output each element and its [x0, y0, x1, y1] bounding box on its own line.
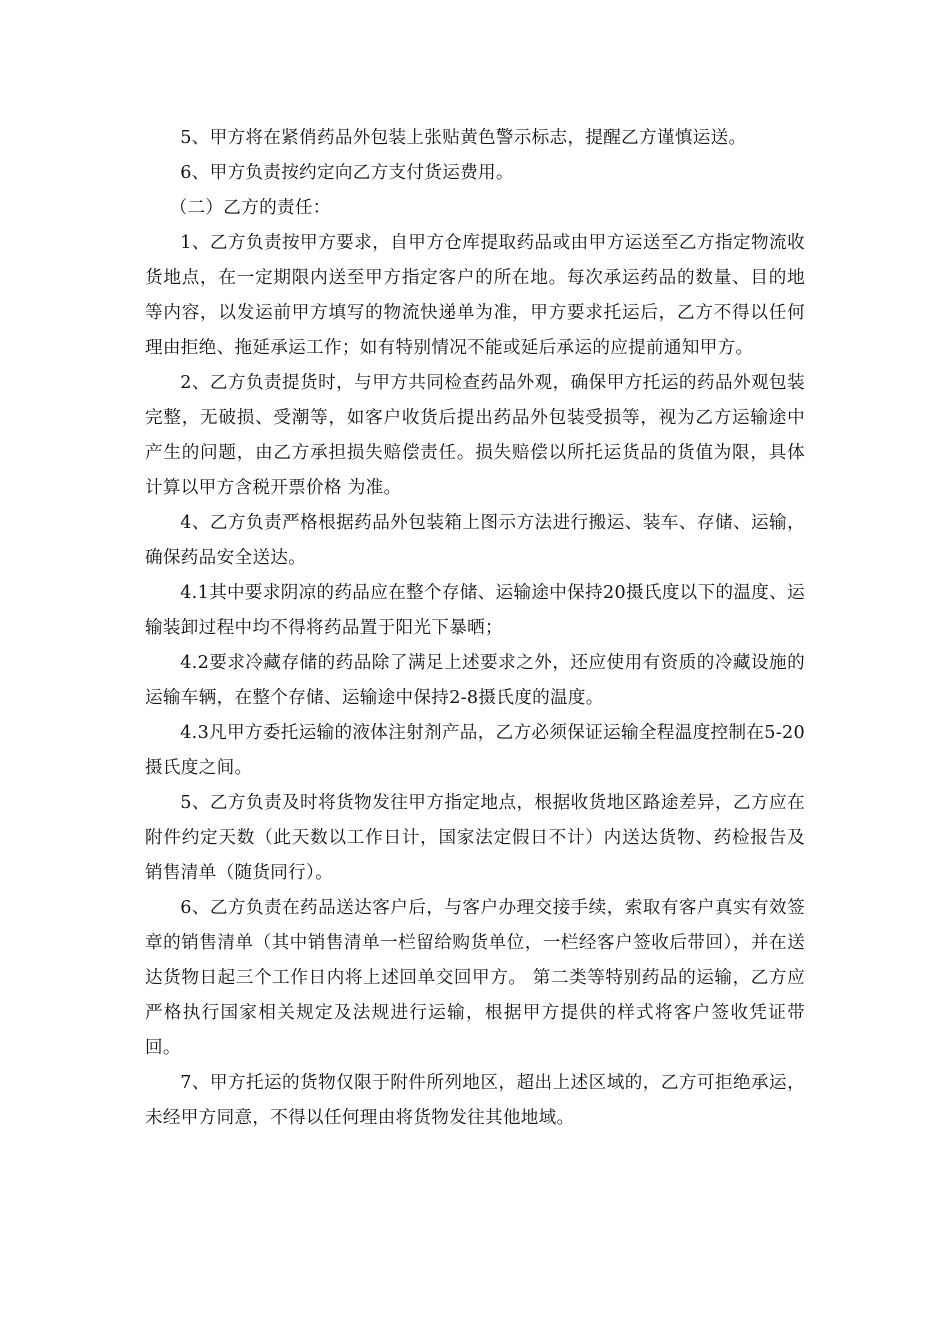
document-page [145, 121, 805, 1136]
clause-party-b-4-2: 4.2要求冷藏存储的药品除了满足上述要求之外，还应使用有资质的冷藏设施的运输车辆，在整个存储、运输途中保持2-8摄氏度的温度。 [145, 653, 805, 708]
clause-party-b-4-3: 4.3凡甲方委托运输的液体注射剂产品，乙方必须保证运输全程温度控制在5-20摄氏度之间。 [145, 723, 805, 778]
clause-party-a-6: 6、甲方负责按约定向乙方支付货运费用。 [180, 163, 514, 183]
clause-party-b-4: 4、乙方负责严格根据药品外包装箱上图示方法进行搬运、装车、存储、运输，确保药品安全送达。 [145, 513, 805, 568]
clause-party-b-7: 7、甲方托运的货物仅限于附件所列地区，超出上述区域的，乙方可拒绝承运，未经甲方同意，不得以任何理由将货物发往其他地域。 [145, 1073, 805, 1128]
clause-party-b-2: 2、乙方负责提货时，与甲方共同检查药品外观，确保甲方托运的药品外观包装完整，无破损、受潮等，如客户收货后提出药品外包装受损等，视为乙方运输途中产生的问题，由乙方承担损失赔偿责任。损失赔偿以所托运货品的货值为限，具体计算以甲方含税开票价格 为准。 [145, 373, 805, 498]
clause-party-a-5: 5、甲方将在紧俏药品外包装上张贴黄色警示标志，提醒乙方谨慎运送。 [180, 128, 747, 148]
section-heading-party-b: （二）乙方的责任： [169, 198, 331, 218]
clause-party-b-6: 6、乙方负责在药品送达客户后，与客户办理交接手续，索取有客户真实有效签章的销售清单（其中销售清单一栏留给购货单位，一栏经客户签收后带回），并在送达货物日起三个工作日内将上述回单交回甲方。 第二类等特别药品的运输，乙方应严格执行国家相关规定及法规进行运输，根据甲方提供的样式将客户签收凭证带回。 [145, 898, 805, 1058]
clause-party-b-5: 5、乙方负责及时将货物发往甲方指定地点，根据收货地区路途差异，乙方应在附件约定天数（此天数以工作日计，国家法定假日不计）内送达货物、药检报告及销售清单（随货同行）。 [145, 793, 805, 883]
clause-party-b-4-1: 4.1其中要求阴凉的药品应在整个存储、运输途中保持20摄氏度以下的温度、运输装卸过程中均不得将药品置于阳光下暴晒； [145, 583, 805, 638]
clause-party-b-1: 1、乙方负责按甲方要求，自甲方仓库提取药品或由甲方运送至乙方指定物流收货地点，在一定期限内送至甲方指定客户的所在地。每次承运药品的数量、目的地等内容，以发运前甲方填写的物流快递单为准，甲方要求托运后，乙方不得以任何理由拒绝、拖延承运工作；如有特别情况不能或延后承运的应提前通知甲方。 [145, 233, 805, 358]
